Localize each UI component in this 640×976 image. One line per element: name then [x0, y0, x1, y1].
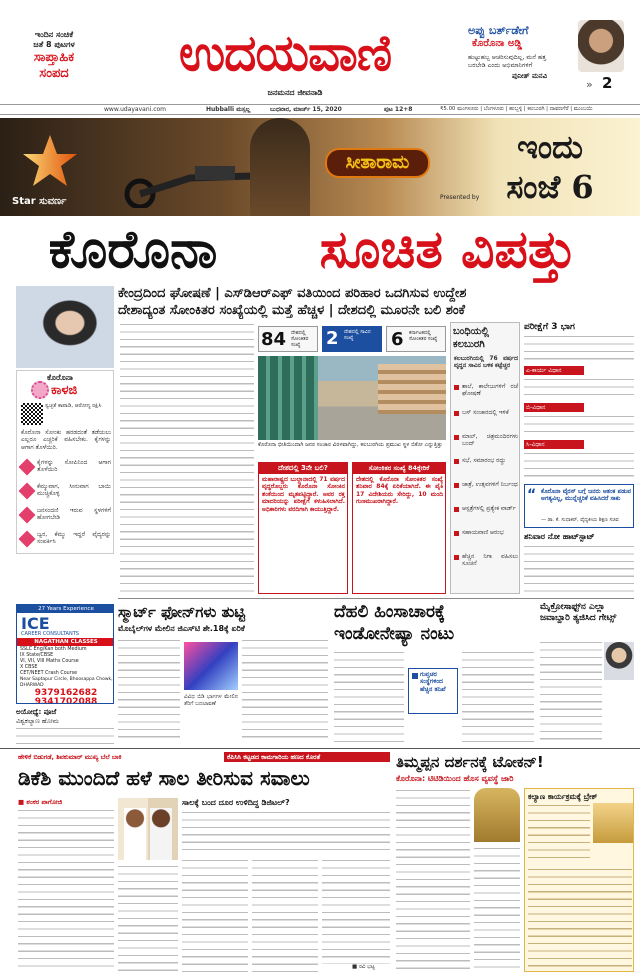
stats-row [258, 326, 446, 352]
tip-icon [19, 507, 36, 524]
dk-photo [118, 798, 178, 860]
temple-photo [474, 788, 520, 842]
bullet-icon [454, 411, 459, 416]
kicker-bar [18, 752, 390, 762]
dk-body-col1 [18, 808, 114, 972]
stat-box [386, 326, 446, 352]
dk-body-col4 [252, 858, 318, 972]
ms-headline: ಮೈಕ್ರೋಸಾಫ್ಟ್‌ನ ಎಲ್ಲಾ ಜವಾಬ್ದಾರಿ ತ್ಯಜಿಸಿದ ಗೇಟ್ಸ್ [540, 602, 617, 623]
photo-caption: ಕೊರೊನಾ ಭೀತಿಯಿಂದಾಗಿ ಜನರ ಸಂಚಾರ ವಿರಳವಾಗಿದ್ದು, ಕಲಬುರಗಿಯ ಪ್ರಮುಖ ಸ್ಥಳ ಬಿಕೋ ಎನ್ನುತ್ತಿತ್ತು [258, 442, 443, 448]
kicker1: ಹೇಳಿಕೆ ಬಿಡುಗಡೆ, ಶಿವಕುಮಾರ್ ಮುಖ್ಯ ಬೆಲೆ ಬಾಕಿ [18, 753, 122, 761]
tip-text: ಕೈಗಳನ್ನು ಸೋಪಿನಿಂದ ಆಗಾಗ ತೊಳೆಯಿರಿ [37, 459, 111, 474]
phone-photo [184, 642, 238, 690]
microsoft-story [540, 602, 634, 744]
promo-sub: ಸ್ವಚ್ಛತೆ ಕಾಪಾಡಿ, ಆರೋಗ್ಯ ರಕ್ಷಿಸಿ [45, 403, 102, 409]
lead-headline-part1: ಕೊರೊನಾ [48, 219, 218, 280]
delhi-headline: ಇಂಡೋನೇಷ್ಯಾ ನಂಟು [334, 624, 455, 644]
delhi-story [334, 602, 534, 744]
tip-icon [19, 483, 36, 500]
bullet-icon [454, 435, 459, 440]
sidebar-item [454, 457, 518, 479]
left-promo-line: ಜತೆ 8 ಪುಟಗಳ [33, 40, 75, 49]
exam-column [524, 322, 634, 594]
virus-icon [31, 381, 49, 399]
right-promo-sub: ಕೊರೊನಾ ಅಡ್ಡಿ [472, 38, 522, 49]
tip-text: ಜ್ವರ, ಕೆಮ್ಮು ಇದ್ದರೆ ವೈದ್ಯರನ್ನು ಸಂಪರ್ಕಿಸಿ [37, 531, 111, 546]
bullet-icon [454, 555, 459, 560]
exam-section: ಎ-ಕಾರ್ಯ ವಿಧಾನ [524, 366, 584, 375]
corona-care-box [16, 370, 114, 554]
sidebar-item [454, 481, 518, 503]
ad-sponsor: Presented by [440, 194, 480, 201]
right-promo-text: ಹುಟ್ಟುಹಬ್ಬ ಆಚರಿಸುವುದಿಲ್ಲ, ಮನೆ ಹತ್ತ [468, 54, 547, 61]
tip-item [21, 457, 111, 479]
right-promo-arrow-icon: » [586, 78, 593, 91]
smartphone-caption: ವಿವಿಧ ಬಿಡಿ ಭಾಗಗಳ ಮೇಲಿನ ತೆರಿಗೆ ಬದಲಾವಣೆ [184, 694, 238, 707]
sidebar-item [454, 409, 518, 431]
infected-text: ದೇಶದಲ್ಲಿ ಕೊರೊನಾ ಸೋಂಕಿತರ ಸಂಖ್ಯೆ ಶನಿವಾರ 84ಕ್ಕೆ ಏರಿಕೆಯಾಗಿದೆ. ಈ ಪೈಕಿ 17 ವಿದೇಶಿಯರು ಸೇರಿದ್ದು, 10 ಮಂದಿ ಗುಣಮುಖರಾಗಿದ್ದಾರೆ. [356, 476, 443, 506]
delhi-body-col1 [334, 650, 404, 744]
lead-deck [118, 286, 634, 320]
sidebar-item [454, 505, 518, 527]
ad-brand-sub: CAREER CONSULTANTS [21, 631, 79, 637]
hotspot-title: ಶನಿವಾರ ನೋ ಹಾಟ್‌ಸ್ಪಾಟ್ [524, 532, 595, 541]
masthead [0, 0, 640, 120]
right-promo [468, 24, 628, 90]
quote-box [524, 484, 634, 528]
promo-text: ಕೊರೊನಾ ಸೋಂಕು ಹರಡದಂತೆ ತಡೆಯಲು ಎಲ್ಲರೂ ಎಚ್ಚರಿಕೆ ವಹಿಸಬೇಕು. ಕೈಗಳನ್ನು ಆಗಾಗ ತೊಳೆಯಿರಿ. [21, 429, 111, 451]
deck-line1: ಕೇಂದ್ರದಿಂದ ಘೋಷಣೆ | ಎಸ್‌ಡಿಆರ್‌ಎಫ್ ವತಿಯಿಂದ ಪರಿಹಾರ ಒದಗಿಸುವ ಉದ್ದೇಶ [118, 286, 467, 301]
sidebar-item-text: ಹೆಚ್ಚಿನ ನಿಗಾ ವಹಿಸಲು ಸೂಚನೆ [462, 553, 518, 568]
quote-icon: “ [527, 487, 537, 503]
smartphone-story [118, 602, 328, 744]
right-promo-title: ಅಪ್ಪು ಬರ್ತ್‌ಡೇಗೆ [468, 24, 529, 37]
ad-item: VI, VII, VIII Maths Course [20, 659, 79, 664]
deck-line2: ದೇಶಾದ್ಯಂತ ಸೋಂಕಿತರ ಸಂಖ್ಯೆಯಲ್ಲಿ ಮತ್ತೆ ಹೆಚ್ಚಳ | ದೇಶದಲ್ಲಿ ಮೂರನೇ ಬಲಿ ಶಂಕೆ [118, 303, 465, 318]
delhi-headline: ದೆಹಲಿ ಹಿಂಸಾಚಾರಕ್ಕೆ [334, 602, 445, 622]
bullet-icon [454, 507, 459, 512]
stat-label: ದೇಶದಲ್ಲಿ ಸೋಂಕಿತರ ಸಂಖ್ಯೆ [291, 330, 309, 348]
left-promo [14, 30, 94, 82]
what-box [258, 462, 348, 594]
tv-ad-banner[interactable] [0, 118, 640, 216]
smartphone-body-col1 [118, 638, 180, 742]
dk-headline: ಡಿಕೆಶಿ ಮುಂದಿದೆ ಹಳೆ ಸಾಲ ತೀರಿಸುವ ಸವಾಲು [18, 766, 310, 790]
quote-author: — ಡಾ. ಕೆ. ಸುಧಾಕರ್, ವೈದ್ಯಕೀಯ ಶಿಕ್ಷಣ ಸಚಿವ [541, 517, 619, 523]
exam-body [524, 377, 634, 401]
page-count: ಪುಟ 12+8 [384, 106, 413, 113]
quote-text: ಕೊರೊನಾ ವೈರಸ್ ಬಗ್ಗೆ ಜನರು ಆತಂಕ ಪಡುವ ಅಗತ್ಯವಿಲ್ಲ, ಮುನ್ನೆಚ್ಚರಿಕೆ ವಹಿಸಿದರೆ ಸಾಕು [541, 488, 631, 503]
right-promo-text: ಬರಬೇಡಿ ಎಂದು ಅಭಿಮಾನಿಗಳಿಗೆ [468, 62, 533, 69]
sidebar-item [454, 433, 518, 455]
sidebar-item [454, 553, 518, 583]
promo-brand: ಕಾಳಜಿ [51, 383, 78, 398]
left-promo-line: ಸಾಪ್ತಾಹಿಕ [33, 50, 75, 65]
sidebar-item [454, 383, 518, 407]
right-promo-photo [578, 20, 624, 72]
sidebar-item-text: ಜಾತ್ರೆ, ಉತ್ಸವಗಳಿಗೆ ನಿರ್ಬಂಧ [462, 481, 518, 488]
promo-title: ಕೊರೊನಾ [47, 373, 73, 382]
edition: Hubballi ಮಸ್ಸಲ್ಲ [206, 106, 251, 113]
what-header: ದೇಶದಲ್ಲಿ 3ನೇ ಬಲಿ? [259, 463, 347, 474]
tirupati-headline: ತಿಮ್ಮಪ್ಪನ ದರ್ಶನಕ್ಕೆ ಟೋಕನ್! [396, 753, 544, 771]
delhi-box-text: ಗುಪ್ತಚರ ಸಂಸ್ಥೆಗಳಿಂದ ಹೆಚ್ಚಿನ ತನಿಖೆ [420, 671, 446, 693]
tip-item [21, 481, 111, 503]
ad-brand: ICE [21, 614, 50, 633]
exam-header: ಪರೀಕ್ಷೆಗೆ 3 ಭಾಗ [524, 322, 575, 332]
left-column [0, 284, 114, 744]
ice-ad[interactable] [16, 604, 114, 704]
qr-code-icon [21, 403, 43, 425]
dk-body-col5 [322, 858, 390, 964]
extra-sub: ವಿಶ್ವಕಲ್ಯಾಣ ಹೋಮ [16, 717, 59, 725]
ad-item: X CBSE [20, 665, 38, 670]
smartphone-headline: ಸ್ಮಾರ್ಟ್ ಫೋನ್‌ಗಳು ತುಟ್ಟಿ [118, 603, 246, 621]
masthead-tagline: ಜನಮನದ ಜೀವನಾಡಿ [267, 88, 323, 97]
ms-body [540, 640, 602, 744]
bullet-icon [412, 673, 418, 679]
dk-photo-person [124, 808, 146, 860]
sidebar-item-text: ಸಭೆ, ಸಮಾರಂಭ ರದ್ದು [462, 457, 506, 464]
delhi-box [408, 668, 458, 714]
photo-shop [378, 364, 446, 414]
extra-body [16, 726, 114, 744]
bullet-icon [454, 531, 459, 536]
masthead-logo: ಉದಯವಾಣಿ [178, 23, 392, 82]
left-promo-line: ಇಂದಿನ ಸಂಚಿಕೆ [34, 30, 74, 39]
ad-center: NAGATHAN CLASSES [17, 638, 114, 646]
bottom-divider [0, 748, 640, 749]
smartphone-body-col2 [242, 638, 328, 742]
bullet-icon [454, 385, 459, 390]
what-text: ಮಹಾರಾಷ್ಟ್ರದ ಬುಲ್ದಾನಾದಲ್ಲಿ 71 ವರ್ಷದ ವೃದ್ಧರೊಬ್ಬರು ಕೊರೊನಾ ಸೋಂಕಿನ ಶಂಕೆಯಿಂದ ಮೃತಪಟ್ಟಿದ್ದಾರೆ. ಅವರ ರಕ್ತ ಮಾದರಿಯನ್ನು ಪರೀಕ್ಷೆಗೆ ಕಳುಹಿಸಲಾಗಿದೆ. ಅಧಿಕಾರಿಗಳು ವರದಿಗಾಗಿ ಕಾಯುತ್ತಿದ್ದಾರೆ. [262, 476, 345, 513]
smartphone-sub: ಮೊಬೈಲ್‌ಗಳ ಮೇಲಿನ ಜಿಎಸ್‌ಟಿ ಶೇ.18ಕ್ಕೆ ಏರಿಕೆ [118, 624, 245, 633]
sidebar-item-text: ಆಸ್ಪತ್ರೆಗಳಲ್ಲಿ ಪ್ರತ್ಯೇಕ ವಾರ್ಡ್ [462, 505, 516, 512]
dk-photo-person [150, 808, 172, 860]
dk-sub: ಸಾಲಕ್ಕೆ ಬಂದ ದೂರ ಉಳಿದಿದ್ದ ಡಿಜಿಟಲ್? [182, 798, 290, 807]
exam-body [524, 414, 634, 438]
dk-body-col2 [118, 864, 178, 972]
ad-line1: ಇಂದು [517, 128, 583, 166]
ad-brand: Star ಸುವರ್ಣ [12, 196, 67, 207]
delhi-body-col2 [462, 650, 534, 744]
tirupati-sub: ಕೊರೊನಾ: ಟಿಟಿಡಿಯಿಂದ ಹೊಸ ವ್ಯವಸ್ಥೆ ಜಾರಿ [396, 774, 514, 783]
gates-photo [604, 642, 634, 680]
stat-value: 2 [326, 328, 339, 349]
kicker2: ಕೆಪಿಸಿಸಿ ಕಟ್ಟಡದ ಕಾಮಗಾರಿಯ ಹಣದ ಕೊರತೆ [224, 752, 390, 762]
ad-line2: ಸಂಜೆ 6 [506, 168, 594, 206]
dk-byline: ■ ಶಂಕರ ಪಾಗೋಜಿ [18, 798, 63, 806]
stat-box [258, 326, 318, 352]
star-logo-icon [20, 132, 80, 192]
photo-building [258, 356, 318, 440]
sidebar-item-text: ಸಹಾಯವಾಣಿ ಆರಂಭ [462, 529, 504, 536]
sidebar-item [454, 355, 518, 381]
sidebar-item-text: ಕಲಬುರಗಿಯಲ್ಲಿ 76 ವರ್ಷದ ವೃದ್ಧನ ಸಾವಿನ ಬಳಿಕ ಕಟ್ಟೆಚ್ಚರ [454, 355, 518, 370]
hotspot-body [524, 544, 634, 594]
lead-headline [0, 216, 640, 284]
exam-body [524, 451, 634, 481]
stat-value: 84 [261, 329, 287, 350]
stat-value: 6 [391, 329, 404, 350]
tirupati-body-col1 [396, 788, 470, 972]
sidebar-item-text: ಮಾಲ್, ಚಿತ್ರಮಂದಿರಗಳು ಬಂದ್ [462, 433, 518, 448]
row-divider [118, 598, 634, 599]
lead-headline-part2: ಸೂಚಿತ ವಿಪತ್ತು [319, 219, 577, 280]
right-promo-name: ಪುನೀತ್ ಮನವಿ [512, 72, 548, 80]
ad-address: Near Saptapur Circle, Bhoosappa Chowk, DHARWAD [20, 677, 113, 688]
ad-show-title: ಸೀತಾರಾಮ [325, 148, 430, 178]
lead-body-col1 [120, 322, 254, 594]
kalaburagi-sidebar [450, 322, 520, 594]
ad-item: IX State/CBSE [20, 653, 54, 658]
tip-text: ಕೆಮ್ಮುವಾಗ, ಸೀನುವಾಗ ಬಾಯಿ ಮುಚ್ಚಿಕೊಳ್ಳಿ [37, 483, 111, 498]
date: ಬುಧವಾರ, ಮಾರ್ಚ್ 15, 2020 [270, 106, 342, 113]
sidebar-item-text: ಶಾಲೆ, ಕಾಲೇಜುಗಳಿಗೆ ರಜೆ ಘೋಷಣೆ [462, 383, 518, 398]
tip-item [21, 529, 111, 551]
right-promo-page: 2 [602, 74, 613, 92]
sidebar-item-text: ಬಸ್ ಸಂಚಾರದಲ್ಲಿ ಇಳಿಕೆ [462, 409, 509, 416]
stat-label: ಕರ್ನಾಟಕದಲ್ಲಿ ಸೋಂಕಿತರ ಸಂಖ್ಯೆ [409, 330, 438, 342]
extra-title: ಅಯೋಧ್ಯೆ: ಪೂಜೆ [16, 708, 57, 716]
mask-photo [16, 286, 114, 368]
ad-phone[interactable]: 9341702088 [34, 697, 98, 704]
ad-years: 27 Years Experience [17, 605, 114, 613]
ad-phone[interactable]: 9379162682 [34, 688, 98, 698]
tip-text: ಜನಸಂದಣಿ ಇರುವ ಸ್ಥಳಗಳಿಗೆ ಹೋಗಬೇಡಿ [37, 507, 111, 522]
tirupati-body-col2 [474, 846, 520, 972]
ad-item: SSLC Eng/Kan both Medium [20, 647, 87, 652]
sidebar-item [454, 529, 518, 551]
dateline-bar [0, 104, 640, 115]
infected-header: ಸೋಂಕಿತರ ಸಂಖ್ಯೆ 84ಕ್ಕೇರಿಕೆ [353, 463, 445, 474]
byline-end: ■ ರವಿ ಭಟ್ಟ [352, 964, 375, 970]
sidebar-title: ಬಂಧಿಯಲ್ಲಿ ಕಲಬುರಗಿ [453, 326, 489, 350]
kalyan-box [524, 788, 634, 972]
stat-box [322, 326, 382, 352]
ad-actor [250, 118, 310, 216]
kalyan-body [528, 867, 632, 969]
lead-photo [258, 356, 446, 440]
exam-section: ಬಿ-ವಿಧಾನ [524, 403, 584, 412]
exam-section: ಸಿ-ವಿಧಾನ [524, 440, 584, 449]
kalyan-title: ಕಲ್ಯಾಣ ಕಾರ್ಯಕ್ರಮಕ್ಕೆ ಬ್ರೇಕ್ [528, 792, 598, 801]
tirupati-story [396, 752, 634, 972]
website[interactable]: www.udayavani.com [104, 106, 167, 113]
ad-item: CET/NEET Crash Course [20, 671, 78, 676]
left-promo-line: ಸಂಪದ [39, 66, 69, 81]
kalyan-body [528, 803, 590, 863]
bullet-icon [454, 483, 459, 488]
dk-body-col3 [182, 858, 248, 972]
infected-box [352, 462, 446, 594]
dk-highlight [182, 810, 390, 854]
tip-icon [19, 531, 36, 548]
price-cities: ₹5.00 ಮಂಗಳೂರು | ಬೆಂಗಳೂರು | ಹುಬ್ಬಳ್ಳಿ | ಕಲಬುರಗಿ | ದಾವಣಗೆರೆ | ಮುಂಬಯಿ [440, 106, 593, 112]
tip-item [21, 505, 111, 527]
exam-body [524, 334, 634, 364]
tip-icon [19, 459, 36, 476]
bullet-icon [454, 459, 459, 464]
kalyan-photo [593, 803, 633, 843]
stat-label: ದೇಶದಲ್ಲಿ ಸಾವಿನ ಸಂಖ್ಯೆ [344, 329, 371, 341]
